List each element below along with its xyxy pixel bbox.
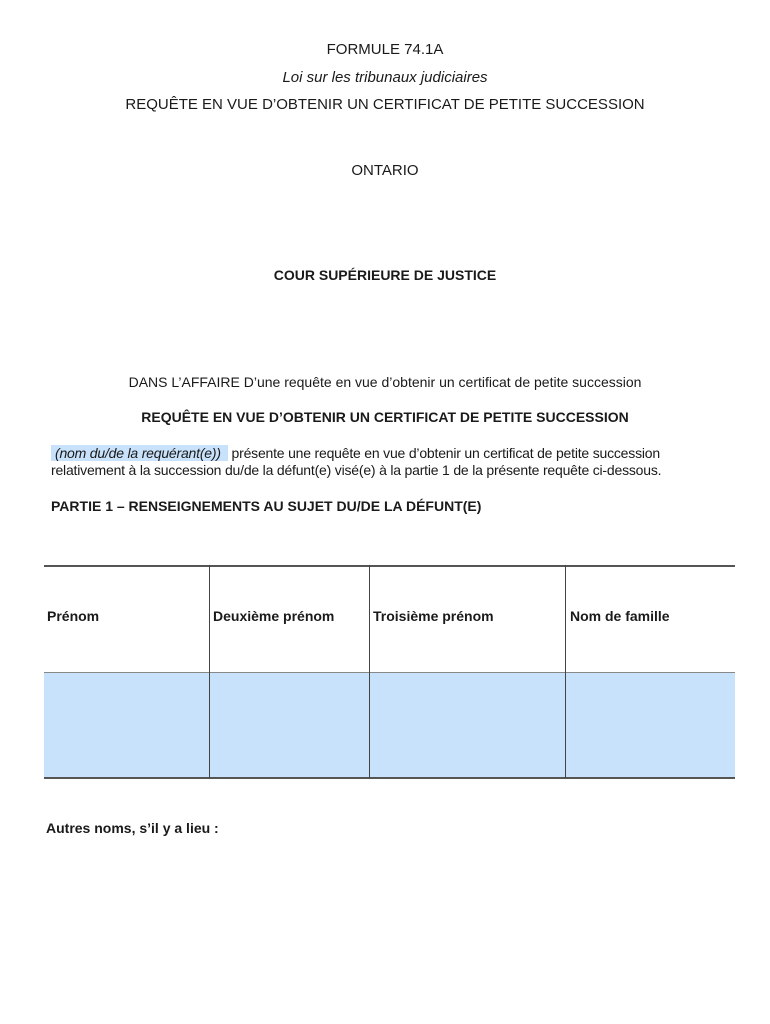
intro-paragraph — [51, 445, 741, 479]
third-name-field[interactable] — [370, 673, 565, 777]
table-bottom-rule — [44, 777, 735, 779]
column-header-third-name: Troisième prénom — [373, 608, 494, 624]
applicant-name-field[interactable]: (nom du/de la requérant(e)) — [51, 445, 228, 461]
column-header-last-name: Nom de famille — [570, 608, 670, 624]
last-name-field[interactable] — [566, 673, 735, 777]
province: ONTARIO — [351, 162, 419, 179]
form-title: REQUÊTE EN VUE D’OBTENIR UN CERTIFICAT DE PETITE SUCCESSION — [125, 96, 645, 113]
column-header-second-name: Deuxième prénom — [213, 608, 335, 624]
intro-text-line1: présente une requête en vue d’obtenir un certificat de petite succession — [231, 445, 660, 461]
matter-line: DANS L’AFFAIRE D’une requête en vue d’obtenir un certificat de petite succession — [128, 374, 642, 390]
column-header-first-name: Prénom — [47, 608, 100, 624]
first-name-field[interactable] — [44, 673, 209, 777]
second-name-field[interactable] — [210, 673, 369, 777]
court-name: COUR SUPÉRIEURE DE JUSTICE — [273, 267, 497, 283]
form-number: FORMULE 74.1A — [326, 41, 444, 58]
deceased-name-table — [44, 565, 735, 778]
application-title: REQUÊTE EN VUE D’OBTENIR UN CERTIFICAT DE PETITE SUCCESSION — [141, 409, 629, 425]
part1-heading: PARTIE 1 – RENSEIGNEMENTS AU SUJET DU/DE LA DÉFUNT(E) — [51, 498, 482, 514]
other-names-label: Autres noms, s’il y a lieu : — [46, 820, 219, 836]
statute-name: Loi sur les tribunaux judiciaires — [282, 69, 488, 86]
table-top-rule — [44, 565, 735, 567]
intro-text-line2: relativement à la succession du/de la défunt(e) visé(e) à la partie 1 de la présente requête ci-dessous. — [51, 462, 662, 478]
